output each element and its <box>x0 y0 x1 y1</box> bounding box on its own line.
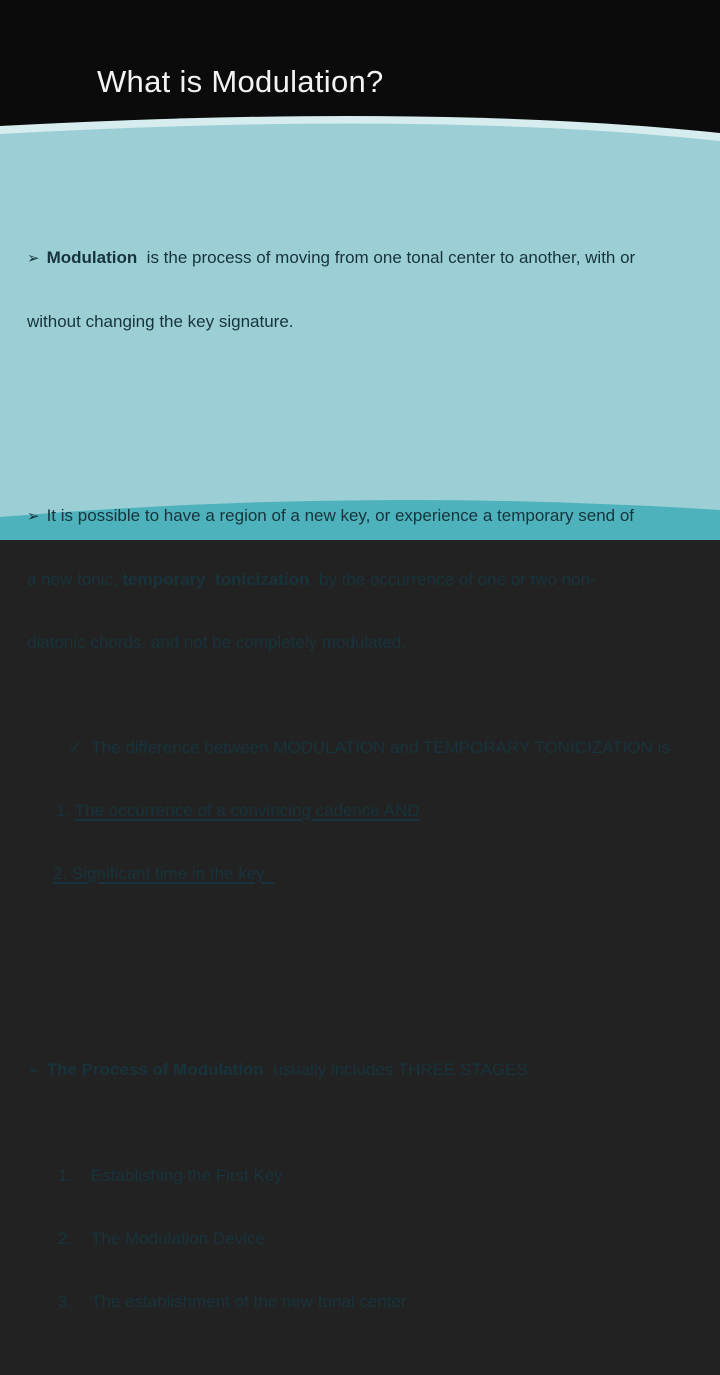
process-bold-term: The Process of Modulation <box>46 1060 264 1079</box>
criteria-item-1-number: 1. <box>56 801 71 820</box>
paragraph-gap <box>27 947 697 975</box>
paragraph-tonicization-text: It is possible to have a region of a new key, or experience a temporary send of <box>46 506 635 525</box>
paragraph-tonicization-line3: diatonic chords, and not be completely modulated. <box>27 633 406 652</box>
tonicization-post-text: , by the occurrence of one or two non- <box>309 570 596 589</box>
stage-item-3-number: 3. <box>58 1292 73 1311</box>
paragraph-modulation-line2: without changing the key signature. <box>27 312 294 331</box>
stage-item-3 <box>27 1291 697 1312</box>
difference-check-line <box>27 737 697 758</box>
stage-item-1 <box>27 1165 697 1186</box>
process-heading-text: usually includes THREE STAGES: <box>263 1060 533 1079</box>
arrow-bullet-icon: ➢ <box>27 1062 40 1079</box>
tonicization-pre-text: a new tonic, <box>27 570 123 589</box>
criteria-item-2 <box>27 863 697 884</box>
paragraph-gap <box>27 395 697 421</box>
criteria-item-1 <box>27 800 697 821</box>
stage-item-2 <box>27 1228 697 1249</box>
process-heading-line <box>27 1059 697 1081</box>
stage-item-1-number: 1. <box>58 1166 73 1185</box>
stage-item-3-text: The establishment of the new tonal center <box>91 1292 407 1311</box>
stage-item-2-number: 2. <box>58 1229 73 1248</box>
paragraph-modulation-line1 <box>27 247 697 269</box>
arrow-bullet-icon: ➢ <box>27 508 40 525</box>
stage-item-1-text: Establishing the First Key <box>91 1166 283 1185</box>
tonicization-bold-term: temporary tonicization <box>122 570 310 589</box>
difference-check-text: The difference between MODULATION and TEMPORARY TONICIZATION is <box>91 738 670 757</box>
criteria-item-2-text: 2. Significant time in the key . <box>53 864 275 883</box>
paragraph-tonicization-line1 <box>27 505 697 527</box>
paragraph-tonicization-line2 <box>27 569 697 590</box>
slide-title: What is Modulation? <box>97 64 384 99</box>
modulation-bold-term: Modulation <box>46 248 138 267</box>
checkmark-icon: ✓ <box>68 738 83 757</box>
criteria-item-1-text: The occurrence of a convincing cadence AND <box>74 801 420 820</box>
paragraph-modulation-text: is the process of moving from one tonal center to another, with or <box>137 248 636 267</box>
arrow-bullet-icon: ➢ <box>27 250 40 267</box>
stage-item-2-text: The Modulation Device <box>91 1229 265 1248</box>
slide-body <box>27 163 697 1375</box>
